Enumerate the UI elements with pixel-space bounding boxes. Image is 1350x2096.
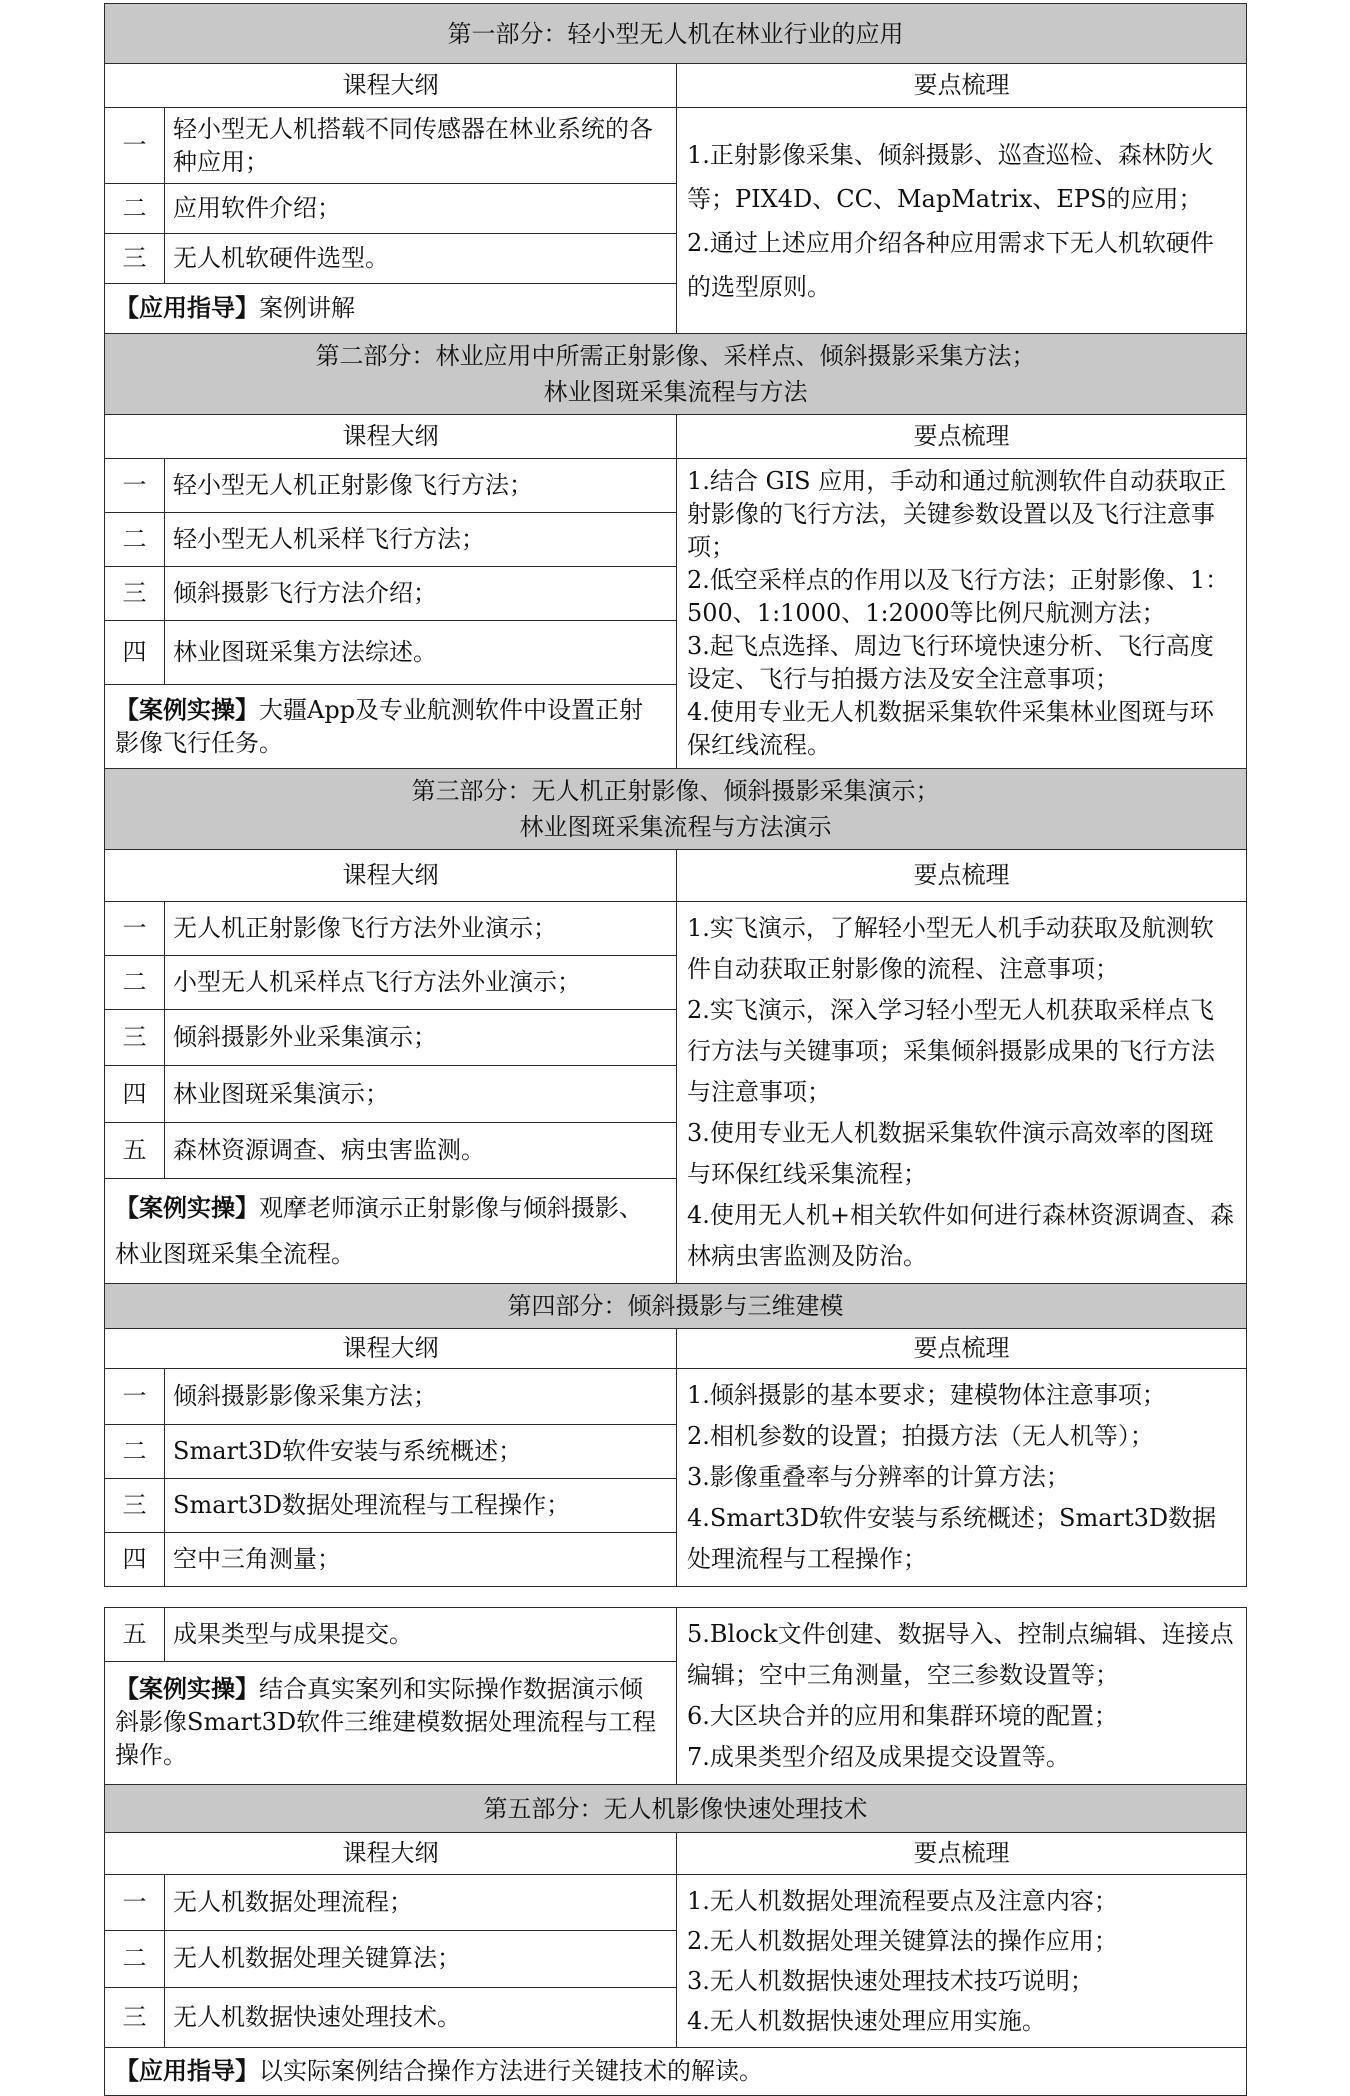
part4-point-3: 3.影像重叠率与分辨率的计算方法； <box>687 1463 1070 1491</box>
part4-case-text: 结合真实案列和实际操作数据演示倾斜影像Smart3D软件三维建模数据处理流程与工程操作。 <box>115 1675 657 1770</box>
item-number: 四 <box>105 1533 165 1587</box>
part3-title-line2: 林业图斑采集流程与方法演示 <box>519 813 832 841</box>
part1-point-2: 2.通过上述应用介绍各种应用需求下无人机软硬件的选型原则。 <box>687 228 1214 301</box>
part1-guide <box>105 284 677 334</box>
part5-point-3: 3.无人机数据快速处理技术技巧说明； <box>687 1967 1094 1995</box>
part4-case <box>105 1661 677 1785</box>
outline-header: 课程大纲 <box>105 1329 677 1369</box>
outline-header: 课程大纲 <box>105 1833 677 1875</box>
item-number: 三 <box>105 567 165 621</box>
part1-item-2: 应用软件介绍； <box>165 184 677 234</box>
part3-point-2: 2.实飞演示，深入学习轻小型无人机获取采样点飞行方法与关键事项；采集倾斜摄影成果的飞行方法与注意事项； <box>687 996 1215 1106</box>
part4-item-1: 倾斜摄影影像采集方法； <box>165 1369 677 1425</box>
part3-title <box>105 769 1247 850</box>
guide-label: 【应用指导】 <box>115 2057 259 2085</box>
guide-label: 【应用指导】 <box>115 294 259 322</box>
part4-point-6: 6.大区块合并的应用和集群环境的配置； <box>687 1702 1118 1730</box>
item-number: 三 <box>105 1479 165 1533</box>
item-number: 二 <box>105 956 165 1010</box>
part1-item-3: 无人机软硬件选型。 <box>165 234 677 284</box>
part4-point-1: 1.倾斜摄影的基本要求；建模物体注意事项； <box>687 1381 1166 1409</box>
part1-guide-text: 案例讲解 <box>259 294 355 322</box>
part3-item-1: 无人机正射影像飞行方法外业演示； <box>165 902 677 956</box>
part4-item-2: Smart3D软件安装与系统概述； <box>165 1425 677 1479</box>
item-number: 五 <box>105 1608 165 1662</box>
part2-item-2: 轻小型无人机采样飞行方法； <box>165 513 677 567</box>
part5-guide <box>105 2048 1247 2096</box>
part4-item-4: 空中三角测量； <box>165 1533 677 1587</box>
item-number: 一 <box>105 902 165 956</box>
item-number: 一 <box>105 108 165 184</box>
part5-point-2: 2.无人机数据处理关键算法的操作应用； <box>687 1927 1118 1955</box>
part2-case-text: 大疆App及专业航测软件中设置正射影像飞行任务。 <box>115 695 644 757</box>
item-number: 一 <box>105 1875 165 1931</box>
item-number: 三 <box>105 234 165 284</box>
part5-guide-text: 以实际案例结合操作方法进行关键技术的解读。 <box>259 2057 763 2085</box>
item-number: 二 <box>105 184 165 234</box>
part2-title-line2: 林业图斑采集流程与方法 <box>543 378 808 406</box>
part2-item-3: 倾斜摄影飞行方法介绍； <box>165 567 677 621</box>
case-label: 【案例实操】 <box>115 1193 259 1222</box>
item-number: 一 <box>105 459 165 513</box>
part4-item-3: Smart3D数据处理流程与工程操作； <box>165 1479 677 1533</box>
part4b-points <box>677 1608 1247 1785</box>
points-header: 要点梳理 <box>677 415 1247 459</box>
part3-case-text: 观摩老师演示正射影像与倾斜摄影、林业图斑采集全流程。 <box>115 1193 643 1268</box>
part3-item-4: 林业图斑采集演示； <box>165 1066 677 1122</box>
part1-item-1: 轻小型无人机搭载不同传感器在林业系统的各种应用； <box>165 108 677 184</box>
part2-point-1: 1.结合 GIS 应用，手动和通过航测软件自动获取正射影像的飞行方法，关键参数设置以及飞行注意事项； <box>687 467 1227 561</box>
item-number: 五 <box>105 1122 165 1178</box>
part1-points <box>677 108 1247 334</box>
part1-title: 第一部分：轻小型无人机在林业行业的应用 <box>105 4 1247 64</box>
part2-case <box>105 685 677 769</box>
item-number: 四 <box>105 1066 165 1122</box>
course-table-continued <box>104 1607 1247 2096</box>
part3-point-3: 3.使用专业无人机数据采集软件演示高效率的图斑与环保红线采集流程； <box>687 1119 1214 1188</box>
part4-title: 第四部分：倾斜摄影与三维建模 <box>105 1284 1247 1329</box>
part3-title-line1: 第三部分：无人机正射影像、倾斜摄影采集演示； <box>411 777 940 805</box>
part2-point-4: 4.使用专业无人机数据采集软件采集林业图斑与环保红线流程。 <box>687 698 1214 759</box>
part3-points <box>677 902 1247 1284</box>
part2-point-3: 3.起飞点选择、周边飞行环境快速分析、飞行高度设定、飞行与拍摄方法及安全注意事项； <box>687 632 1214 693</box>
outline-header: 课程大纲 <box>105 850 677 902</box>
part3-item-3: 倾斜摄影外业采集演示； <box>165 1010 677 1066</box>
part2-item-1: 轻小型无人机正射影像飞行方法； <box>165 459 677 513</box>
part2-points <box>677 459 1247 769</box>
outline-header: 课程大纲 <box>105 415 677 459</box>
item-number: 二 <box>105 513 165 567</box>
points-header: 要点梳理 <box>677 64 1247 108</box>
part3-point-1: 1.实飞演示，了解轻小型无人机手动获取及航测软件自动获取正射影像的流程、注意事项； <box>687 914 1214 983</box>
part5-title: 第五部分：无人机影像快速处理技术 <box>105 1785 1247 1833</box>
part4-item-5: 成果类型与成果提交。 <box>165 1608 677 1662</box>
course-table-main <box>104 3 1247 1587</box>
part2-point-2: 2.低空采样点的作用以及飞行方法；正射影像、1：500、1:1000、1:2000等比例尺航测方法； <box>687 566 1230 627</box>
points-header: 要点梳理 <box>677 1329 1247 1369</box>
part5-item-3: 无人机数据快速处理技术。 <box>165 1987 677 2047</box>
part5-point-1: 1.无人机数据处理流程要点及注意内容； <box>687 1887 1118 1915</box>
case-label: 【案例实操】 <box>115 1675 259 1704</box>
part3-case <box>105 1178 677 1283</box>
part3-item-2: 小型无人机采样点飞行方法外业演示； <box>165 956 677 1010</box>
outline-header: 课程大纲 <box>105 64 677 108</box>
part5-points <box>677 1875 1247 2048</box>
item-number: 一 <box>105 1369 165 1425</box>
part4-point-4: 4.Smart3D软件安装与系统概述；Smart3D数据处理流程与工程操作； <box>687 1504 1217 1573</box>
part5-point-4: 4.无人机数据快速处理应用实施。 <box>687 2007 1046 2035</box>
case-label: 【案例实操】 <box>115 695 259 724</box>
part3-point-4: 4.使用无人机+相关软件如何进行森林资源调查、森林病虫害监测及防治。 <box>687 1201 1235 1270</box>
part5-item-2: 无人机数据处理关键算法； <box>165 1931 677 1987</box>
part4-point-7: 7.成果类型介绍及成果提交设置等。 <box>687 1743 1070 1771</box>
part4-point-2: 2.相机参数的设置；拍摄方法（无人机等）； <box>687 1422 1154 1450</box>
item-number: 二 <box>105 1425 165 1479</box>
item-number: 二 <box>105 1931 165 1987</box>
part5-item-1: 无人机数据处理流程； <box>165 1875 677 1931</box>
part4-points <box>677 1369 1247 1587</box>
part4-point-5: 5.Block文件创建、数据导入、控制点编辑、连接点编辑；空中三角测量，空三参数设置等； <box>687 1620 1234 1689</box>
item-number: 四 <box>105 621 165 685</box>
part1-point-1: 1.正射影像采集、倾斜摄影、巡查巡检、森林防火等；PIX4D、CC、MapMatrix、EPS的应用； <box>687 140 1214 213</box>
part2-title <box>105 334 1247 415</box>
item-number: 三 <box>105 1987 165 2047</box>
part2-title-line1: 第二部分：林业应用中所需正射影像、采样点、倾斜摄影采集方法； <box>315 342 1036 370</box>
item-number: 三 <box>105 1010 165 1066</box>
points-header: 要点梳理 <box>677 850 1247 902</box>
points-header: 要点梳理 <box>677 1833 1247 1875</box>
part2-item-4: 林业图斑采集方法综述。 <box>165 621 677 685</box>
part3-item-5: 森林资源调查、病虫害监测。 <box>165 1122 677 1178</box>
